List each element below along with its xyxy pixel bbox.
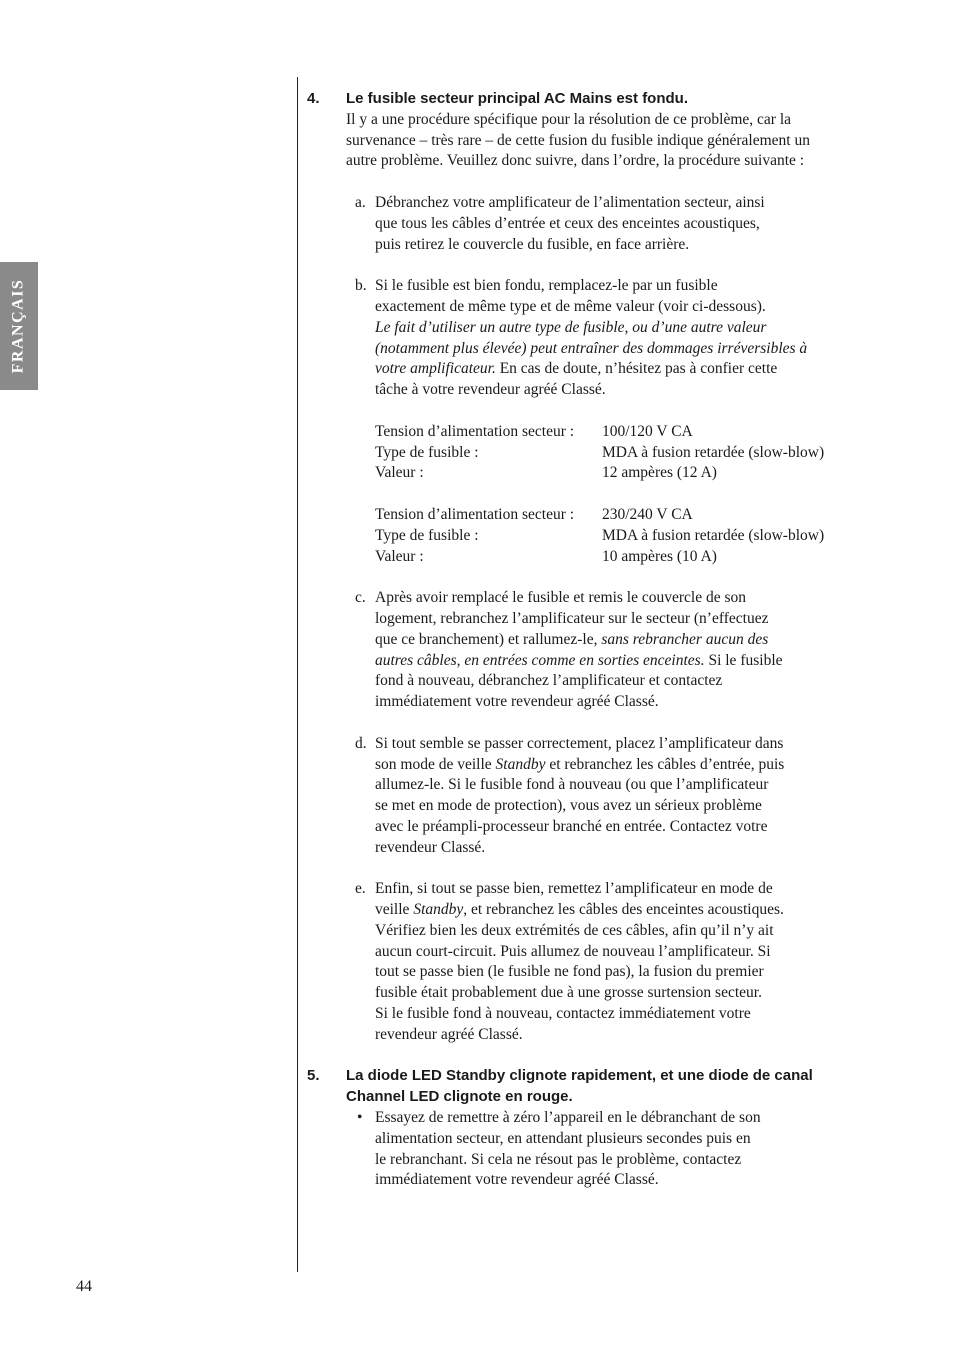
text-line: Si le fusible [704, 651, 783, 669]
text-line: que ce branchement) et rallumez-le, [375, 630, 602, 648]
text-line: Après avoir remplacé le fusible et remis le couvercle de son [375, 589, 746, 607]
text-line: Vérifiez bien les deux extrémités de ces câbles, afin qu’il n’y ait [375, 921, 774, 939]
table-row [375, 547, 824, 568]
language-tab [0, 262, 38, 390]
emphasis-text: Standby [495, 755, 546, 773]
text-line: immédiatement votre revendeur agréé Classé. [375, 1171, 659, 1189]
spec-value: 12 ampères (12 A) [602, 464, 717, 482]
section-title: Le fusible secteur principal AC Mains est fondu. [346, 90, 689, 107]
step-b [346, 276, 867, 567]
spec-value: 10 ampères (10 A) [602, 547, 717, 565]
text-line: puis retirez le couvercle du fusible, en face arrière. [375, 235, 690, 253]
text-line: se met en mode de protection), vous avez un sérieux problème [375, 797, 762, 815]
text-line: son mode de veille [375, 755, 496, 773]
emphasis-text: autres câbles, en entrées comme en sorties enceintes. [375, 651, 705, 669]
page-number: 44 [76, 1278, 92, 1295]
table-row [375, 443, 824, 464]
text-line: Il y a une procédure spécifique pour la résolution de ce problème, car la [346, 110, 792, 128]
text-line: tâche à votre revendeur agréé Classé. [375, 381, 606, 399]
spec-value: MDA à fusion retardée (slow-blow) [602, 526, 825, 544]
section-5 [307, 1066, 867, 1191]
step-letter: c. [355, 589, 366, 607]
spec-value: MDA à fusion retardée (slow-blow) [602, 443, 825, 461]
text-line: aucun court-circuit. Puis allumez de nouveau l’amplificateur. Si [375, 942, 771, 960]
spec-label: Tension d’alimentation secteur : [375, 505, 575, 523]
spec-value: 100/120 V CA [602, 422, 693, 440]
step-d [346, 734, 867, 859]
text-line: Essayez de remettre à zéro l’appareil en le débranchant de son [375, 1109, 761, 1127]
spec-label: Type de fusible : [375, 443, 479, 461]
text-line: revendeur agréé Classé. [375, 1025, 523, 1043]
text-line: revendeur Classé. [375, 838, 486, 856]
text-line: exactement de même type et de même valeur (voir ci-dessous). [375, 297, 766, 315]
bullet-icon: • [357, 1109, 363, 1127]
emphasis-text: sans rebrancher aucun des [601, 630, 769, 648]
text-line: et rebranchez les câbles d’entrée, puis [545, 755, 785, 773]
table-row [375, 422, 824, 443]
text-line: fusible était probablement due à une grosse surtension secteur. [375, 984, 762, 1002]
section-intro [346, 110, 867, 172]
text-line: veille [375, 901, 414, 919]
table-row [375, 463, 824, 484]
text-line: allumez-le. Si le fusible fond à nouveau (ou que l’amplificateur [375, 776, 769, 794]
text-line: Si tout semble se passer correctement, placez l’amplificateur dans [375, 734, 784, 752]
text-line: survenance – très rare – de cette fusion du fusible indique généralement un [346, 131, 810, 149]
text-line: le rebranchant. Si cela ne résout pas le problème, contactez [375, 1150, 742, 1168]
step-a [346, 193, 867, 255]
step-letter: d. [355, 734, 367, 752]
text-line: que tous les câbles d’entrée et ceux des enceintes acoustiques, [375, 214, 760, 232]
bullet-item [346, 1108, 867, 1191]
text-line: tout se passe bien (le fusible ne fond pas), la fusion du premier [375, 963, 764, 981]
text-line: Enfin, si tout se passe bien, remettez l’amplificateur en mode de [375, 880, 773, 898]
warning-text: Le fait d’utiliser un autre type de fusible, ou d’une autre valeur [375, 318, 767, 336]
text-line: En cas de doute, n’hésitez pas à confier cette [495, 360, 778, 378]
step-letter: b. [355, 277, 367, 295]
section-4 [307, 89, 867, 1046]
spec-value: 230/240 V CA [602, 505, 693, 523]
text-line: autre problème. Veuillez donc suivre, dans l’ordre, la procédure suivante : [346, 152, 805, 170]
fuse-spec-table-100-120v [375, 422, 824, 484]
step-e [346, 879, 867, 1045]
text-line: Si le fusible fond à nouveau, contactez immédiatement votre [375, 1005, 751, 1023]
text-line: avec le préampli-processeur branché en entrée. Contactez votre [375, 817, 768, 835]
text-line: , et rebranchez les câbles des enceintes acoustiques. [463, 901, 784, 919]
step-letter: e. [355, 880, 366, 898]
text-line: alimentation secteur, en attendant plusieurs secondes puis en [375, 1129, 751, 1147]
fuse-spec-table-230-240v [375, 505, 824, 567]
spec-label: Type de fusible : [375, 526, 479, 544]
text-line: Si le fusible est bien fondu, remplacez-le par un fusible [375, 277, 718, 295]
emphasis-text: Standby [413, 901, 464, 919]
section-title: La diode LED Standby clignote rapidement, et une diode de canal [346, 1067, 813, 1085]
text-line: logement, rebranchez l’amplificateur sur le secteur (n’effectuez [375, 609, 769, 627]
text-line: Débranchez votre amplificateur de l’alimentation secteur, ainsi [375, 193, 765, 211]
step-c [346, 588, 867, 713]
warning-text: (notamment plus élevée) peut entraîner des dommages irréversibles à [375, 339, 808, 357]
text-line: immédiatement votre revendeur agréé Classé. [375, 693, 659, 711]
main-content [307, 89, 867, 1191]
spec-label: Tension d’alimentation secteur : [375, 422, 575, 440]
section-number: 4. [307, 90, 320, 107]
text-line: fond à nouveau, débranchez l’amplificateur et contactez [375, 672, 723, 690]
spec-label: Valeur : [375, 464, 424, 482]
section-title: Channel LED clignote en rouge. [346, 1088, 573, 1106]
step-letter: a. [355, 193, 366, 211]
language-tab-label: FRANÇAIS [9, 278, 27, 374]
table-row [375, 526, 824, 547]
warning-text: votre amplificateur. [375, 360, 496, 378]
vertical-divider [297, 77, 298, 1272]
section-number: 5. [307, 1067, 320, 1085]
table-row [375, 505, 824, 526]
spec-label: Valeur : [375, 547, 424, 565]
